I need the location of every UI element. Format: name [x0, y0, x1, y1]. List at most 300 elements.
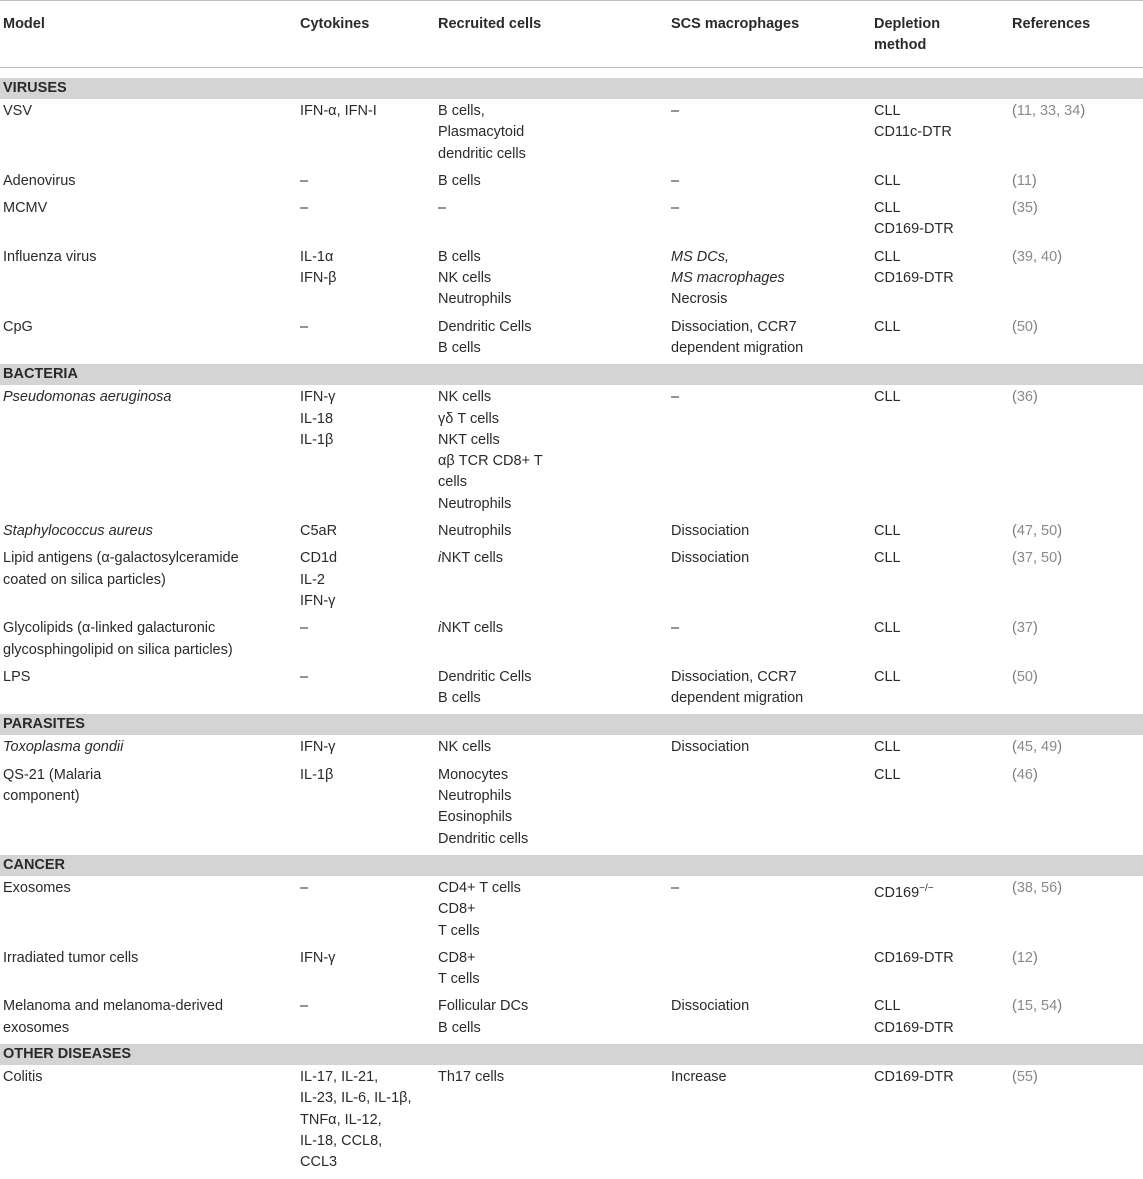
cell-recruited-cells-line: NK cells — [438, 387, 665, 408]
ref-sep: , — [1033, 998, 1041, 1014]
section-title: OTHER DISEASES — [0, 1043, 1143, 1065]
cell-recruited-cells-line: NK cells — [438, 737, 665, 758]
ref-paren: ( — [1012, 103, 1017, 119]
cell-model-line: MCMV — [3, 198, 294, 219]
section-header-row — [0, 1043, 1143, 1065]
cell-recruited-cells — [435, 616, 668, 665]
cell-recruited-cells — [435, 994, 668, 1043]
cell-recruited-cells — [435, 245, 668, 315]
cell-scs-macrophages — [668, 519, 871, 546]
table-row — [0, 763, 1143, 855]
header-model: Model — [0, 1, 297, 68]
cell-recruited-cells-line: NKT cells — [438, 430, 665, 451]
cell-cytokines-line: – — [300, 317, 432, 338]
cell-references — [1009, 315, 1143, 364]
section-header-row — [0, 854, 1143, 876]
reference-link[interactable]: 15 — [1017, 998, 1033, 1014]
cell-cytokines-line: IL-2 — [300, 570, 432, 591]
cell-recruited-cells — [435, 169, 668, 196]
cell-depletion-method-line: CLL — [874, 387, 1006, 408]
cell-references — [1009, 763, 1143, 855]
reference-link[interactable]: 54 — [1041, 998, 1057, 1014]
cell-scs-macrophages-line: MS DCs, — [671, 247, 868, 268]
cell-cytokines-line: IL-17, IL-21, — [300, 1067, 432, 1088]
header-row — [0, 1, 1143, 68]
cell-recruited-cells-line: cells — [438, 472, 665, 493]
cell-recruited-cells-line: Monocytes — [438, 765, 665, 786]
spacer-cell — [0, 68, 1143, 78]
cell-recruited-cells-line: dendritic cells — [438, 144, 665, 165]
cell-model — [0, 546, 297, 616]
cell-model — [0, 315, 297, 364]
cell-cytokines — [297, 245, 435, 315]
cell-cytokines-line: – — [300, 667, 432, 688]
table-row — [0, 519, 1143, 546]
cell-recruited-cells-line: B cells — [438, 247, 665, 268]
cell-depletion-method-line: CD169-DTR — [874, 948, 1006, 969]
cell-depletion-method-line: CD169-DTR — [874, 268, 1006, 289]
cell-cytokines — [297, 99, 435, 169]
ref-paren: ( — [1012, 389, 1017, 405]
header-depletion-method-text: Depletion method — [874, 14, 964, 56]
reference-link[interactable]: 50 — [1017, 319, 1033, 335]
cell-recruited-cells — [435, 546, 668, 616]
cell-cytokines — [297, 315, 435, 364]
cell-cytokines — [297, 546, 435, 616]
cell-recruited-cells-line: B cells, — [438, 101, 665, 122]
cell-depletion-method — [871, 519, 1009, 546]
cell-depletion-method — [871, 994, 1009, 1043]
cell-depletion-method-line: CLL — [874, 247, 1006, 268]
ref-paren: ( — [1012, 620, 1017, 636]
cell-cytokines-line: CD1d — [300, 548, 432, 569]
section-title: CANCER — [0, 854, 1143, 876]
cell-recruited-cells — [435, 99, 668, 169]
cell-model-line: Exosomes — [3, 878, 294, 899]
reference-link[interactable]: 50 — [1041, 523, 1057, 539]
cell-model-line: LPS — [3, 667, 294, 688]
ref-paren: ( — [1012, 319, 1017, 335]
cell-cytokines-line: IL-23, IL-6, IL-1β, — [300, 1088, 432, 1109]
cell-cytokines-line: IFN-β — [300, 268, 432, 289]
cell-cytokines-line: IL-1β — [300, 430, 432, 451]
ref-paren: ) — [1033, 1069, 1038, 1085]
reference-link[interactable]: 11 — [1017, 103, 1032, 119]
header-scs-macrophages: SCS macrophages — [668, 1, 871, 68]
cell-cytokines — [297, 665, 435, 714]
ref-paren: ) — [1057, 249, 1062, 265]
cell-scs-macrophages — [668, 196, 871, 245]
cell-model — [0, 385, 297, 519]
cell-model — [0, 169, 297, 196]
cell-model — [0, 519, 297, 546]
table-row — [0, 196, 1143, 245]
ref-paren: ) — [1057, 998, 1062, 1014]
cell-depletion-method-line: CLL — [874, 521, 1006, 542]
cell-references — [1009, 735, 1143, 762]
cell-model — [0, 616, 297, 665]
cell-scs-macrophages — [668, 1065, 871, 1179]
cell-recruited-cells-line: T cells — [438, 969, 665, 990]
cell-references — [1009, 99, 1143, 169]
ref-sep: , — [1033, 249, 1041, 265]
cell-cytokines-line: – — [300, 618, 432, 639]
cell-recruited-cells-line: Dendritic cells — [438, 829, 665, 850]
cell-recruited-cells-line: NK cells — [438, 268, 665, 289]
cell-depletion-method-line — [874, 878, 1006, 904]
cell-recruited-cells-line: Th17 cells — [438, 1067, 665, 1088]
cell-model-line: Influenza virus — [3, 247, 294, 268]
cell-model-line: Irradiated tumor cells — [3, 948, 294, 969]
cell-recruited-cells-line: Neutrophils — [438, 521, 665, 542]
reference-link[interactable]: 50 — [1017, 669, 1033, 685]
cell-depletion-method-line: CD169-DTR — [874, 1067, 1006, 1088]
cell-recruited-cells-line: Dendritic Cells — [438, 667, 665, 688]
reference-link[interactable]: 40 — [1041, 249, 1057, 265]
cell-recruited-cells — [435, 385, 668, 519]
cell-depletion-method — [871, 245, 1009, 315]
cell-recruited-cells — [435, 946, 668, 995]
cell-cytokines-line: CCL3 — [300, 1152, 432, 1173]
cell-cytokines-line: IFN-γ — [300, 591, 432, 612]
cell-recruited-cells — [435, 876, 668, 946]
cell-cytokines — [297, 735, 435, 762]
cell-depletion-method-line: CLL — [874, 548, 1006, 569]
cell-scs-macrophages-line: dependent migration — [671, 338, 868, 359]
section-title: VIRUSES — [0, 78, 1143, 100]
section-header-row — [0, 78, 1143, 100]
cell-model-line: Melanoma and melanoma-derived — [3, 996, 294, 1017]
cell-depletion-method-line: CLL — [874, 765, 1006, 786]
reference-link[interactable]: 35 — [1017, 200, 1033, 216]
cell-scs-macrophages — [668, 315, 871, 364]
cell-model — [0, 735, 297, 762]
cell-scs-macrophages — [668, 946, 871, 995]
cell-model-line: Staphylococcus aureus — [3, 521, 294, 542]
reference-link[interactable]: 50 — [1041, 550, 1057, 566]
ref-paren: ( — [1012, 550, 1017, 566]
cell-scs-macrophages-line: Dissociation — [671, 737, 868, 758]
cell-scs-macrophages-line: Dissociation — [671, 521, 868, 542]
cell-model-line: component) — [3, 786, 294, 807]
ref-paren: ) — [1032, 173, 1037, 189]
cell-model — [0, 994, 297, 1043]
ref-paren: ( — [1012, 880, 1017, 896]
cell-scs-macrophages — [668, 876, 871, 946]
table-row — [0, 946, 1143, 995]
cell-cytokines — [297, 169, 435, 196]
cell-model-line: Toxoplasma gondii — [3, 737, 294, 758]
cell-model-line: Glycolipids (α-linked galacturonic — [3, 618, 294, 639]
cell-recruited-cells — [435, 665, 668, 714]
section-header-row — [0, 714, 1143, 736]
cell-recruited-cells-line: γδ T cells — [438, 409, 665, 430]
ref-paren: ( — [1012, 739, 1017, 755]
cell-scs-macrophages-line: Dissociation — [671, 996, 868, 1017]
cell-model-line: VSV — [3, 101, 294, 122]
cell-text: NKT cells — [441, 620, 503, 636]
cell-depletion-method-line: CLL — [874, 996, 1006, 1017]
reference-link[interactable]: 11 — [1017, 173, 1032, 189]
cell-model — [0, 245, 297, 315]
cell-recruited-cells — [435, 763, 668, 855]
cell-model-line: Colitis — [3, 1067, 294, 1088]
cell-depletion-method — [871, 946, 1009, 995]
cell-depletion-method-line: CLL — [874, 618, 1006, 639]
ref-paren: ( — [1012, 249, 1017, 265]
cell-model — [0, 196, 297, 245]
cell-recruited-cells-line: B cells — [438, 1018, 665, 1039]
ref-paren: ( — [1012, 669, 1017, 685]
section-title: PARASITES — [0, 714, 1143, 736]
cell-cytokines-line: – — [300, 198, 432, 219]
cell-cytokines-line: IL-18, CCL8, — [300, 1131, 432, 1152]
cell-cytokines-line: C5aR — [300, 521, 432, 542]
cell-recruited-cells — [435, 519, 668, 546]
cell-cytokines-line: IL-1β — [300, 765, 432, 786]
cell-depletion-method — [871, 315, 1009, 364]
superscript: −/− — [919, 883, 933, 894]
cell-recruited-cells — [435, 196, 668, 245]
cell-depletion-method-line: CLL — [874, 171, 1006, 192]
cell-recruited-cells — [435, 315, 668, 364]
header-references: References — [1009, 1, 1143, 68]
cell-recruited-cells-line: Plasmacytoid — [438, 122, 665, 143]
cell-depletion-method — [871, 1065, 1009, 1179]
cell-cytokines-line: – — [300, 878, 432, 899]
cell-model-line: Pseudomonas aeruginosa — [3, 387, 294, 408]
cell-scs-macrophages-line: – — [671, 101, 868, 122]
cell-scs-macrophages-line: – — [671, 171, 868, 192]
cell-scs-macrophages-line: Increase — [671, 1067, 868, 1088]
cell-cytokines — [297, 196, 435, 245]
ref-sep: , — [1033, 550, 1041, 566]
cell-cytokines — [297, 1065, 435, 1179]
cell-references — [1009, 994, 1143, 1043]
ref-sep: , — [1033, 523, 1041, 539]
cell-cytokines-line: IFN-γ — [300, 948, 432, 969]
reference-link[interactable]: 37 — [1017, 620, 1033, 636]
cell-cytokines-line: TNFα, IL-12, — [300, 1110, 432, 1131]
section-header-row — [0, 364, 1143, 386]
cell-cytokines — [297, 385, 435, 519]
ref-sep: , — [1033, 739, 1041, 755]
cell-references — [1009, 946, 1143, 995]
cell-references — [1009, 196, 1143, 245]
section-title: BACTERIA — [0, 364, 1143, 386]
ref-paren: ) — [1080, 103, 1085, 119]
cell-depletion-method-line: CLL — [874, 101, 1006, 122]
header-cytokines: Cytokines — [297, 1, 435, 68]
ref-paren: ) — [1033, 389, 1038, 405]
cell-recruited-cells-line: Neutrophils — [438, 494, 665, 515]
ref-paren: ( — [1012, 173, 1017, 189]
cell-scs-macrophages — [668, 763, 871, 855]
ref-sep: , — [1033, 880, 1041, 896]
cell-depletion-method — [871, 876, 1009, 946]
cell-recruited-cells-line: B cells — [438, 688, 665, 709]
cell-model — [0, 763, 297, 855]
cell-model — [0, 1065, 297, 1179]
cell-scs-macrophages — [668, 169, 871, 196]
cell-depletion-method — [871, 735, 1009, 762]
cell-model-line: glycosphingolipid on silica particles) — [3, 640, 294, 661]
table-row — [0, 245, 1143, 315]
ref-sep: , — [1032, 103, 1040, 119]
cell-depletion-method-line: CLL — [874, 667, 1006, 688]
table-row — [0, 994, 1143, 1043]
cell-scs-macrophages-line: Dissociation — [671, 548, 868, 569]
reference-link[interactable]: 34 — [1064, 103, 1080, 119]
cell-depletion-method-line: CLL — [874, 737, 1006, 758]
ref-sep: , — [1056, 103, 1064, 119]
ref-paren: ) — [1057, 550, 1062, 566]
cell-cytokines — [297, 946, 435, 995]
ref-paren: ( — [1012, 950, 1017, 966]
cell-recruited-cells-line: B cells — [438, 338, 665, 359]
cell-model — [0, 99, 297, 169]
cell-recruited-cells-line: αβ TCR CD8+ T — [438, 451, 665, 472]
table-row — [0, 735, 1143, 762]
cell-references — [1009, 616, 1143, 665]
cell-scs-macrophages-line: – — [671, 387, 868, 408]
cell-recruited-cells-line: Neutrophils — [438, 289, 665, 310]
cell-depletion-method-line: CD169-DTR — [874, 1018, 1006, 1039]
table-row — [0, 99, 1143, 169]
cell-scs-macrophages — [668, 616, 871, 665]
cell-depletion-method — [871, 99, 1009, 169]
cell-model — [0, 946, 297, 995]
italic-prefix: i — [438, 620, 441, 636]
cell-model — [0, 665, 297, 714]
cell-model-line: Lipid antigens (α-galactosylceramide — [3, 548, 294, 569]
cell-scs-macrophages-line: Dissociation, CCR7 — [671, 317, 868, 338]
reference-link[interactable]: 56 — [1041, 880, 1057, 896]
cell-depletion-method-line: CLL — [874, 198, 1006, 219]
reference-link[interactable]: 49 — [1041, 739, 1057, 755]
table-row — [0, 616, 1143, 665]
ref-paren: ) — [1057, 880, 1062, 896]
table-row — [0, 546, 1143, 616]
cell-scs-macrophages-line: Necrosis — [671, 289, 868, 310]
cell-model-line: coated on silica particles) — [3, 570, 294, 591]
reference-link[interactable]: 39 — [1017, 249, 1033, 265]
cell-scs-macrophages-line: Dissociation, CCR7 — [671, 667, 868, 688]
ref-paren: ( — [1012, 523, 1017, 539]
cell-scs-macrophages — [668, 665, 871, 714]
cell-scs-macrophages-line: MS macrophages — [671, 268, 868, 289]
cell-recruited-cells-line: – — [438, 198, 665, 219]
cell-scs-macrophages-line: dependent migration — [671, 688, 868, 709]
cell-cytokines-line: IFN-γ — [300, 737, 432, 758]
cell-scs-macrophages — [668, 546, 871, 616]
reference-link[interactable]: 37 — [1017, 550, 1033, 566]
cell-recruited-cells — [435, 735, 668, 762]
ref-paren: ( — [1012, 998, 1017, 1014]
cell-cytokines-line: IL-1α — [300, 247, 432, 268]
cell-cytokines — [297, 616, 435, 665]
table-row — [0, 1065, 1143, 1179]
cell-recruited-cells-line — [438, 618, 665, 639]
cell-references — [1009, 245, 1143, 315]
cell-scs-macrophages-line: – — [671, 198, 868, 219]
cell-depletion-method — [871, 385, 1009, 519]
cell-model-line: exosomes — [3, 1018, 294, 1039]
table-row — [0, 169, 1143, 196]
reference-link[interactable]: 33 — [1040, 103, 1056, 119]
cell-cytokines-line: IFN-γ — [300, 387, 432, 408]
cell-recruited-cells — [435, 1065, 668, 1179]
cell-cytokines — [297, 994, 435, 1043]
ref-paren: ) — [1057, 739, 1062, 755]
cell-scs-macrophages-line: – — [671, 878, 868, 899]
cell-cytokines — [297, 519, 435, 546]
cell-model-line: CpG — [3, 317, 294, 338]
cell-references — [1009, 519, 1143, 546]
reference-link[interactable]: 38 — [1017, 880, 1033, 896]
ref-paren: ) — [1057, 523, 1062, 539]
cell-depletion-method-line: CLL — [874, 317, 1006, 338]
cell-depletion-method-line: CD11c-DTR — [874, 122, 1006, 143]
cell-recruited-cells-line — [438, 548, 665, 569]
ref-paren: ) — [1033, 620, 1038, 636]
table-row — [0, 665, 1143, 714]
cell-model — [0, 876, 297, 946]
reference-link[interactable]: 46 — [1017, 767, 1033, 783]
cell-recruited-cells-line: Dendritic Cells — [438, 317, 665, 338]
cell-cytokines — [297, 876, 435, 946]
reference-link[interactable]: 55 — [1017, 1069, 1033, 1085]
header-depletion-method — [871, 1, 1009, 68]
cell-recruited-cells-line: CD8+ — [438, 948, 665, 969]
cell-depletion-method — [871, 196, 1009, 245]
cell-depletion-method — [871, 763, 1009, 855]
cell-recruited-cells-line: Eosinophils — [438, 807, 665, 828]
table-body — [0, 68, 1143, 1179]
cell-cytokines-line: – — [300, 996, 432, 1017]
reference-link[interactable]: 45 — [1017, 739, 1033, 755]
cell-recruited-cells-line: CD8+ — [438, 899, 665, 920]
cell-recruited-cells-line: Follicular DCs — [438, 996, 665, 1017]
reference-link[interactable]: 47 — [1017, 523, 1033, 539]
ref-paren: ) — [1033, 669, 1038, 685]
cell-cytokines-line: IL-18 — [300, 409, 432, 430]
table-row — [0, 315, 1143, 364]
cell-recruited-cells-line: Neutrophils — [438, 786, 665, 807]
ref-paren: ( — [1012, 200, 1017, 216]
reference-link[interactable]: 12 — [1017, 950, 1033, 966]
header-recruited-cells: Recruited cells — [435, 1, 668, 68]
cell-scs-macrophages-line: – — [671, 618, 868, 639]
ref-paren: ) — [1033, 950, 1038, 966]
reference-link[interactable]: 36 — [1017, 389, 1033, 405]
cell-depletion-method — [871, 665, 1009, 714]
cell-references — [1009, 169, 1143, 196]
cell-model-line: Adenovirus — [3, 171, 294, 192]
table-row — [0, 876, 1143, 946]
cell-cytokines-line: – — [300, 171, 432, 192]
cell-recruited-cells-line: CD4+ T cells — [438, 878, 665, 899]
cell-references — [1009, 546, 1143, 616]
cell-references — [1009, 665, 1143, 714]
cell-scs-macrophages — [668, 735, 871, 762]
cell-scs-macrophages — [668, 994, 871, 1043]
table-row — [0, 385, 1143, 519]
cell-model-line: QS-21 (Malaria — [3, 765, 294, 786]
cell-scs-macrophages — [668, 385, 871, 519]
cell-depletion-method — [871, 546, 1009, 616]
cell-recruited-cells-line: T cells — [438, 921, 665, 942]
